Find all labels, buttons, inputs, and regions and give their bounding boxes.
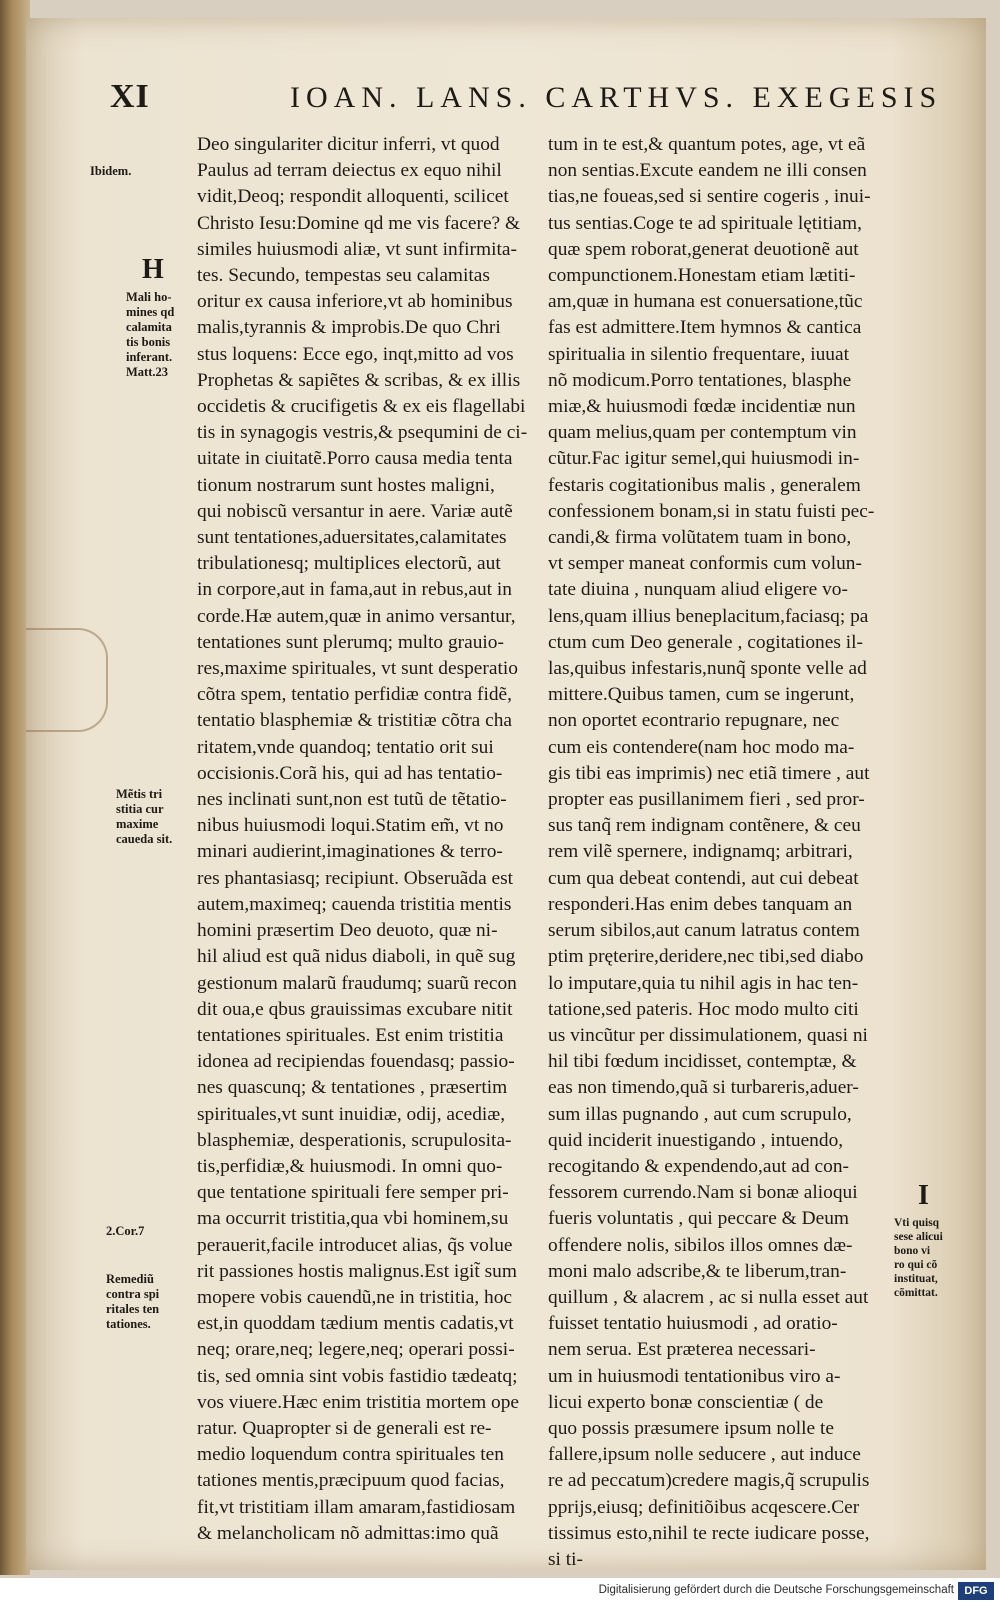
- left-column-text-line: blasphemiæ, desperationis, scrupulosita-: [197, 1129, 512, 1151]
- right-column-text-line: serum sibilos,aut canum latratus contem: [548, 920, 860, 942]
- right-column-text-line: si ti-: [548, 1548, 584, 1570]
- left-column-text-line: res phantasiasq; recipiunt. Obseruãda est: [197, 867, 514, 889]
- right-column-text-line: quillum , & alacrem , ac si nulla esset aut: [548, 1286, 869, 1308]
- left-column-text-line: rit passiones hostis malignus.Est igit̃ sum: [197, 1260, 517, 1282]
- right-column-text-line: fueris voluntatis , qui peccare & Deum: [548, 1208, 849, 1230]
- left-column-text-line: vos viuere.Hæc enim tristitia mortem ope: [197, 1391, 520, 1413]
- right-column-text-line: re ad peccatum)credere magis,q̃ scrupulis: [548, 1470, 870, 1492]
- right-column-text-line: compunctionem.Honestam etiam lætiti-: [548, 265, 856, 287]
- left-column-text-line: ratur. Quapropter si de generali est re-: [197, 1417, 492, 1439]
- right-column-text-line: fas est admittere.Item hymnos & cantica: [548, 317, 862, 339]
- left-column-text-line: Prophetas & sapiẽtes & scribas, & ex illis: [197, 369, 521, 391]
- right-column-text-line: fuisset tentatio huiusmodi , ad oratio-: [548, 1313, 838, 1335]
- left-column-text-line: corde.Hæ autem,quæ in animo versantur,: [197, 605, 516, 627]
- text-column-left: [197, 132, 537, 1547]
- left-column-text-line: occisionis.Corã his, qui ad has tentatio-: [197, 762, 503, 784]
- right-column-text-line: cũtur.Fac igitur semel,qui huiusmodi in-: [548, 448, 860, 470]
- right-column-text-line: tus sentias.Coge te ad spirituale lętitiam,: [548, 212, 862, 234]
- page-fold-mark: [26, 628, 108, 732]
- left-column-text-line: cõtra spem, tentatio perfidiæ contra fidẽ,: [197, 684, 512, 706]
- left-column-text-line: ma occurrit tristitia,qua vbi hominem,su: [197, 1208, 509, 1230]
- right-column-text-line: quæ spem roborat,generat deuotionẽ aut: [548, 238, 859, 260]
- dfg-logo: DFG: [958, 1582, 994, 1600]
- right-column-text-line: confessionem bonam,si in statu fuisti pec-: [548, 500, 875, 522]
- left-column-text-line: uitate in ciuitatẽ.Porro causa media tenta: [197, 448, 513, 470]
- right-column-text-line: um in huiusmodi tentationibus viro a-: [548, 1365, 841, 1387]
- right-column-text-line: eas non timendo,quã si turbareris,aduer-: [548, 1077, 859, 1099]
- left-column-text-line: tionum nostrarum sunt hostes maligni,: [197, 474, 495, 496]
- left-column-text-line: nibus huiusmodi loqui.Statim em̃, vt no: [197, 815, 504, 837]
- left-column-text-line: similes huiusmodi aliæ, vt sunt infirmita-: [197, 238, 517, 260]
- left-column-text-line: tationes mentis,præcipuum quod facias,: [197, 1470, 505, 1492]
- margin-note-mentis-tristitia: Mẽtis tri stitia cur maxime caueda sit.: [116, 787, 173, 846]
- right-column-text-line: quid inciderit inuestigando , intuendo,: [548, 1129, 844, 1151]
- right-column-text-line: pprijs,eiusq; definitiõibus acqescere.Cer: [548, 1496, 860, 1518]
- left-column-text-line: est,in quoddam tædium mentis cadatis,vt: [197, 1313, 514, 1335]
- right-column-text-line: sum illas pugnando , aut cum scrupulo,: [548, 1103, 852, 1125]
- left-column-text-line: Paulus ad terram deiectus ex equo nihil: [197, 160, 502, 182]
- left-column-text-line: res,maxime spirituales, vt sunt desperatio: [197, 658, 518, 680]
- section-initial-h: H: [142, 254, 164, 285]
- left-column-text-line: tis, sed omnia sint vobis fastidio tædeatq;: [197, 1365, 518, 1387]
- right-column-text-line: rem vilẽ spernere, indignamq; arbitrari,: [548, 841, 853, 863]
- right-column-text-line: quo possis præsumere ipsum nolle te: [548, 1417, 834, 1439]
- right-column-text-line: las,quibus infestaris,nunq̃ sponte velle ad: [548, 658, 867, 680]
- left-column-text-line: perauerit,facile introducet alias, q̃s volue: [197, 1234, 513, 1256]
- right-column-text-line: gis tibi eas imprimis) nec etiã timere , aut: [548, 762, 870, 784]
- left-column-text-line: autem,maximeq; cauenda tristitia mentis: [197, 893, 512, 915]
- right-column-text-line: non oportet econtrario repugnare, nec: [548, 710, 840, 732]
- right-column-text-line: tum in te est,& quantum potes, age, vt eã: [548, 134, 866, 155]
- right-column-text-line: propter eas pusillanimem fieri , sed pror-: [548, 789, 865, 811]
- left-column-text-line: nes inclinati sunt,non est tutũ de tẽtatio-: [197, 789, 507, 811]
- left-column-text-line: idonea ad recipiendas fouendasq; passio-: [197, 1051, 515, 1073]
- left-column-text-line: nes quascunq; & tentationes , præsertim: [197, 1077, 508, 1099]
- right-column-text-line: vt semper maneat conformis cum volun-: [548, 553, 862, 575]
- right-column-text-line: tate diuina , nunquam aliud eligere vo-: [548, 579, 848, 601]
- right-column-text-line: us vincũtur per dissimulationem, quasi ni: [548, 1024, 868, 1046]
- left-column-text-line: sunt tentationes,aduersitates,calamitates: [197, 527, 507, 549]
- left-column-text-line: tentationes sunt plerumq; multo grauio-: [197, 631, 504, 653]
- left-column-text-line: occidetis & crucifigetis & ex eis flagellabi: [197, 396, 526, 418]
- right-column-text-line: ctum cum Deo generale , cogitationes il-: [548, 631, 863, 653]
- folio-number: XI: [110, 78, 150, 115]
- right-column-text-line: fessorem currendo.Nam si bonæ alioqui: [548, 1182, 858, 1204]
- left-column-text-line: qui nobiscũ versantur in aere. Variæ autẽ: [197, 500, 513, 522]
- right-column-text-line: nõ modicum.Porro tentationes, blasphe: [548, 369, 852, 391]
- left-column-text-line: tes. Secundo, tempestas seu calamitas: [197, 265, 490, 287]
- right-column-text-line: lo imputare,quia tu nihil agis in hac ten-: [548, 972, 859, 994]
- right-column-text-line: responderi.Has enim debes tanquam an: [548, 893, 853, 915]
- right-column-text-line: hil tibi fœdum incidisset, contemptæ, &: [548, 1051, 857, 1073]
- left-column-text-line: malis,tyrannis & improbis.De quo Chri: [197, 317, 501, 339]
- right-column-text-line: quam melius,quam per contemptum vin: [548, 422, 857, 444]
- text-column-right: [548, 132, 912, 1573]
- right-column-text-line: fallere,ipsum nolle seducere , aut induce: [548, 1444, 861, 1466]
- margin-note-vti-quisq: Vti quisq sese alicui bono vi ro qui cõ instituat, cõmittat.: [894, 1217, 943, 1299]
- funding-credit: Digitalisierung gefördert durch die Deutsche Forschungsgemeinschaft: [598, 1584, 954, 1596]
- left-column-text-line: hil aliud est quã nidus diaboli, in quẽ sug: [197, 946, 516, 968]
- margin-note-mali-homines: Mali ho- mines qd calamita tis bonis inferant. Matt.23: [126, 290, 175, 379]
- left-column-text-line: vidit,Deoq; respondit alloquenti, scilicet: [197, 186, 509, 208]
- right-column-text-line: licui experto bonæ conscientiæ ( de: [548, 1391, 824, 1413]
- left-column-text-line: & melancholicam nõ admittas:imo quã: [197, 1522, 499, 1544]
- right-column-text-line: tatione,sed pateris. Hoc modo multo citi: [548, 998, 859, 1020]
- right-column-text-line: festaris cogitationibus malis , generalem: [548, 474, 861, 496]
- left-column-text-line: stus loquens: Ecce ego, inqt,mitto ad vos: [197, 343, 514, 365]
- left-column-text-line: tentatio blasphemiæ & tristitiæ cõtra cha: [197, 710, 513, 732]
- right-column-text-line: cum qua debeat contendi, aut cui debeat: [548, 867, 859, 889]
- margin-note-ibidem: Ibidem.: [90, 164, 132, 178]
- left-column-text-line: tribulationesq; multiplices electorũ, aut: [197, 553, 501, 575]
- right-column-text-line: candi,& firma volũtatem tuam in bono,: [548, 527, 852, 549]
- left-column-text-line: ritatem,vnde quandoq; tentatio orit sui: [197, 736, 494, 758]
- page-header: [110, 78, 960, 138]
- left-column-text-line: oritur ex causa inferiore,vt ab hominibus: [197, 291, 513, 313]
- right-column-text-line: tias,ne foueas,sed si sentire cogeris , inui-: [548, 186, 871, 208]
- left-column-text-line: que tentatione spirituali fere semper pri-: [197, 1182, 509, 1204]
- right-column-text-line: mittere.Quibus tamen, cum se ingerunt,: [548, 684, 855, 706]
- left-column-text-line: homini præsertim Deo deuoto, quæ ni-: [197, 920, 498, 942]
- right-column-text-line: offendere nolis, sibilos illos omnes dæ-: [548, 1234, 853, 1256]
- left-column-text-line: tis in synagogis vestris,& psequmini de ci-: [197, 422, 528, 444]
- right-column-text-line: non sentias.Excute eandem ne illi consen: [548, 160, 867, 182]
- running-title: IOAN. LANS. CARTHVS. EXEGESIS: [290, 81, 943, 114]
- left-column-text-line: in corpore,aut in fama,aut in rebus,aut in: [197, 579, 512, 601]
- left-column-text-line: Deo singulariter dicitur inferri, vt quod: [197, 134, 500, 155]
- footer-bar: [0, 1578, 1000, 1606]
- left-column-text-line: spirituales,vt sunt inuidiæ, odij, acediæ,: [197, 1103, 506, 1125]
- right-column-text-line: am,quæ in humana est conuersatione,tũc: [548, 291, 863, 313]
- left-column-text-line: tentationes spirituales. Est enim tristitia: [197, 1024, 504, 1046]
- left-column-text-line: medio loquendum contra spirituales ten: [197, 1444, 504, 1466]
- left-column-text-line: mopere vobis cauendũ,ne in tristitia, hoc: [197, 1286, 513, 1308]
- right-column-text-line: lens,quam illius beneplacitum,faciasq; pa: [548, 605, 869, 627]
- margin-note-corinthians: 2.Cor.7: [106, 1224, 145, 1238]
- right-column-text-line: recogitando & expendendo,aut ad con-: [548, 1155, 849, 1177]
- left-column-text-line: neq; orare,neq; legere,neq; operari possi-: [197, 1339, 515, 1361]
- right-column-text-line: nem serua. Est præterea necessari-: [548, 1339, 816, 1361]
- left-column-text-line: dit oua,e qbus grauissimas excubare nitit: [197, 998, 513, 1020]
- left-column-text-line: fit,vt tristitiam illam amaram,fastidiosam: [197, 1496, 516, 1518]
- right-column-text-line: sus tanq̃ rem indignam contẽnere, & ceu: [548, 815, 861, 837]
- left-column-text-line: minari audierint,imaginationes & terro-: [197, 841, 503, 863]
- left-column-text-line: Christo Iesu:Domine qd me vis facere? &: [197, 212, 521, 234]
- right-column-text-line: spiritualia in silentio frequentare, iuuat: [548, 343, 849, 365]
- right-column-text-line: ptim pręterire,deridere,nec tibi,sed diabo: [548, 946, 864, 968]
- right-column-text-line: miæ,& huiusmodi fœdæ incidentiæ nun: [548, 396, 856, 418]
- section-initial-i: I: [918, 1180, 929, 1211]
- margin-note-remedium: Remediũ contra spi ritales ten tationes.: [106, 1272, 160, 1331]
- left-column-text-line: tis,perfidiæ,& huiusmodi. In omni quo-: [197, 1155, 503, 1177]
- left-column-text-line: gestionum malarũ fraudumq; suarũ recon: [197, 972, 517, 994]
- right-column-text-line: tissimus esto,nihil te recte iudicare posse,: [548, 1522, 870, 1544]
- right-column-text-line: cum eis contendere(nam hoc modo ma-: [548, 736, 855, 758]
- right-column-text-line: moni malo adscribe,& te liberum,tran-: [548, 1260, 847, 1282]
